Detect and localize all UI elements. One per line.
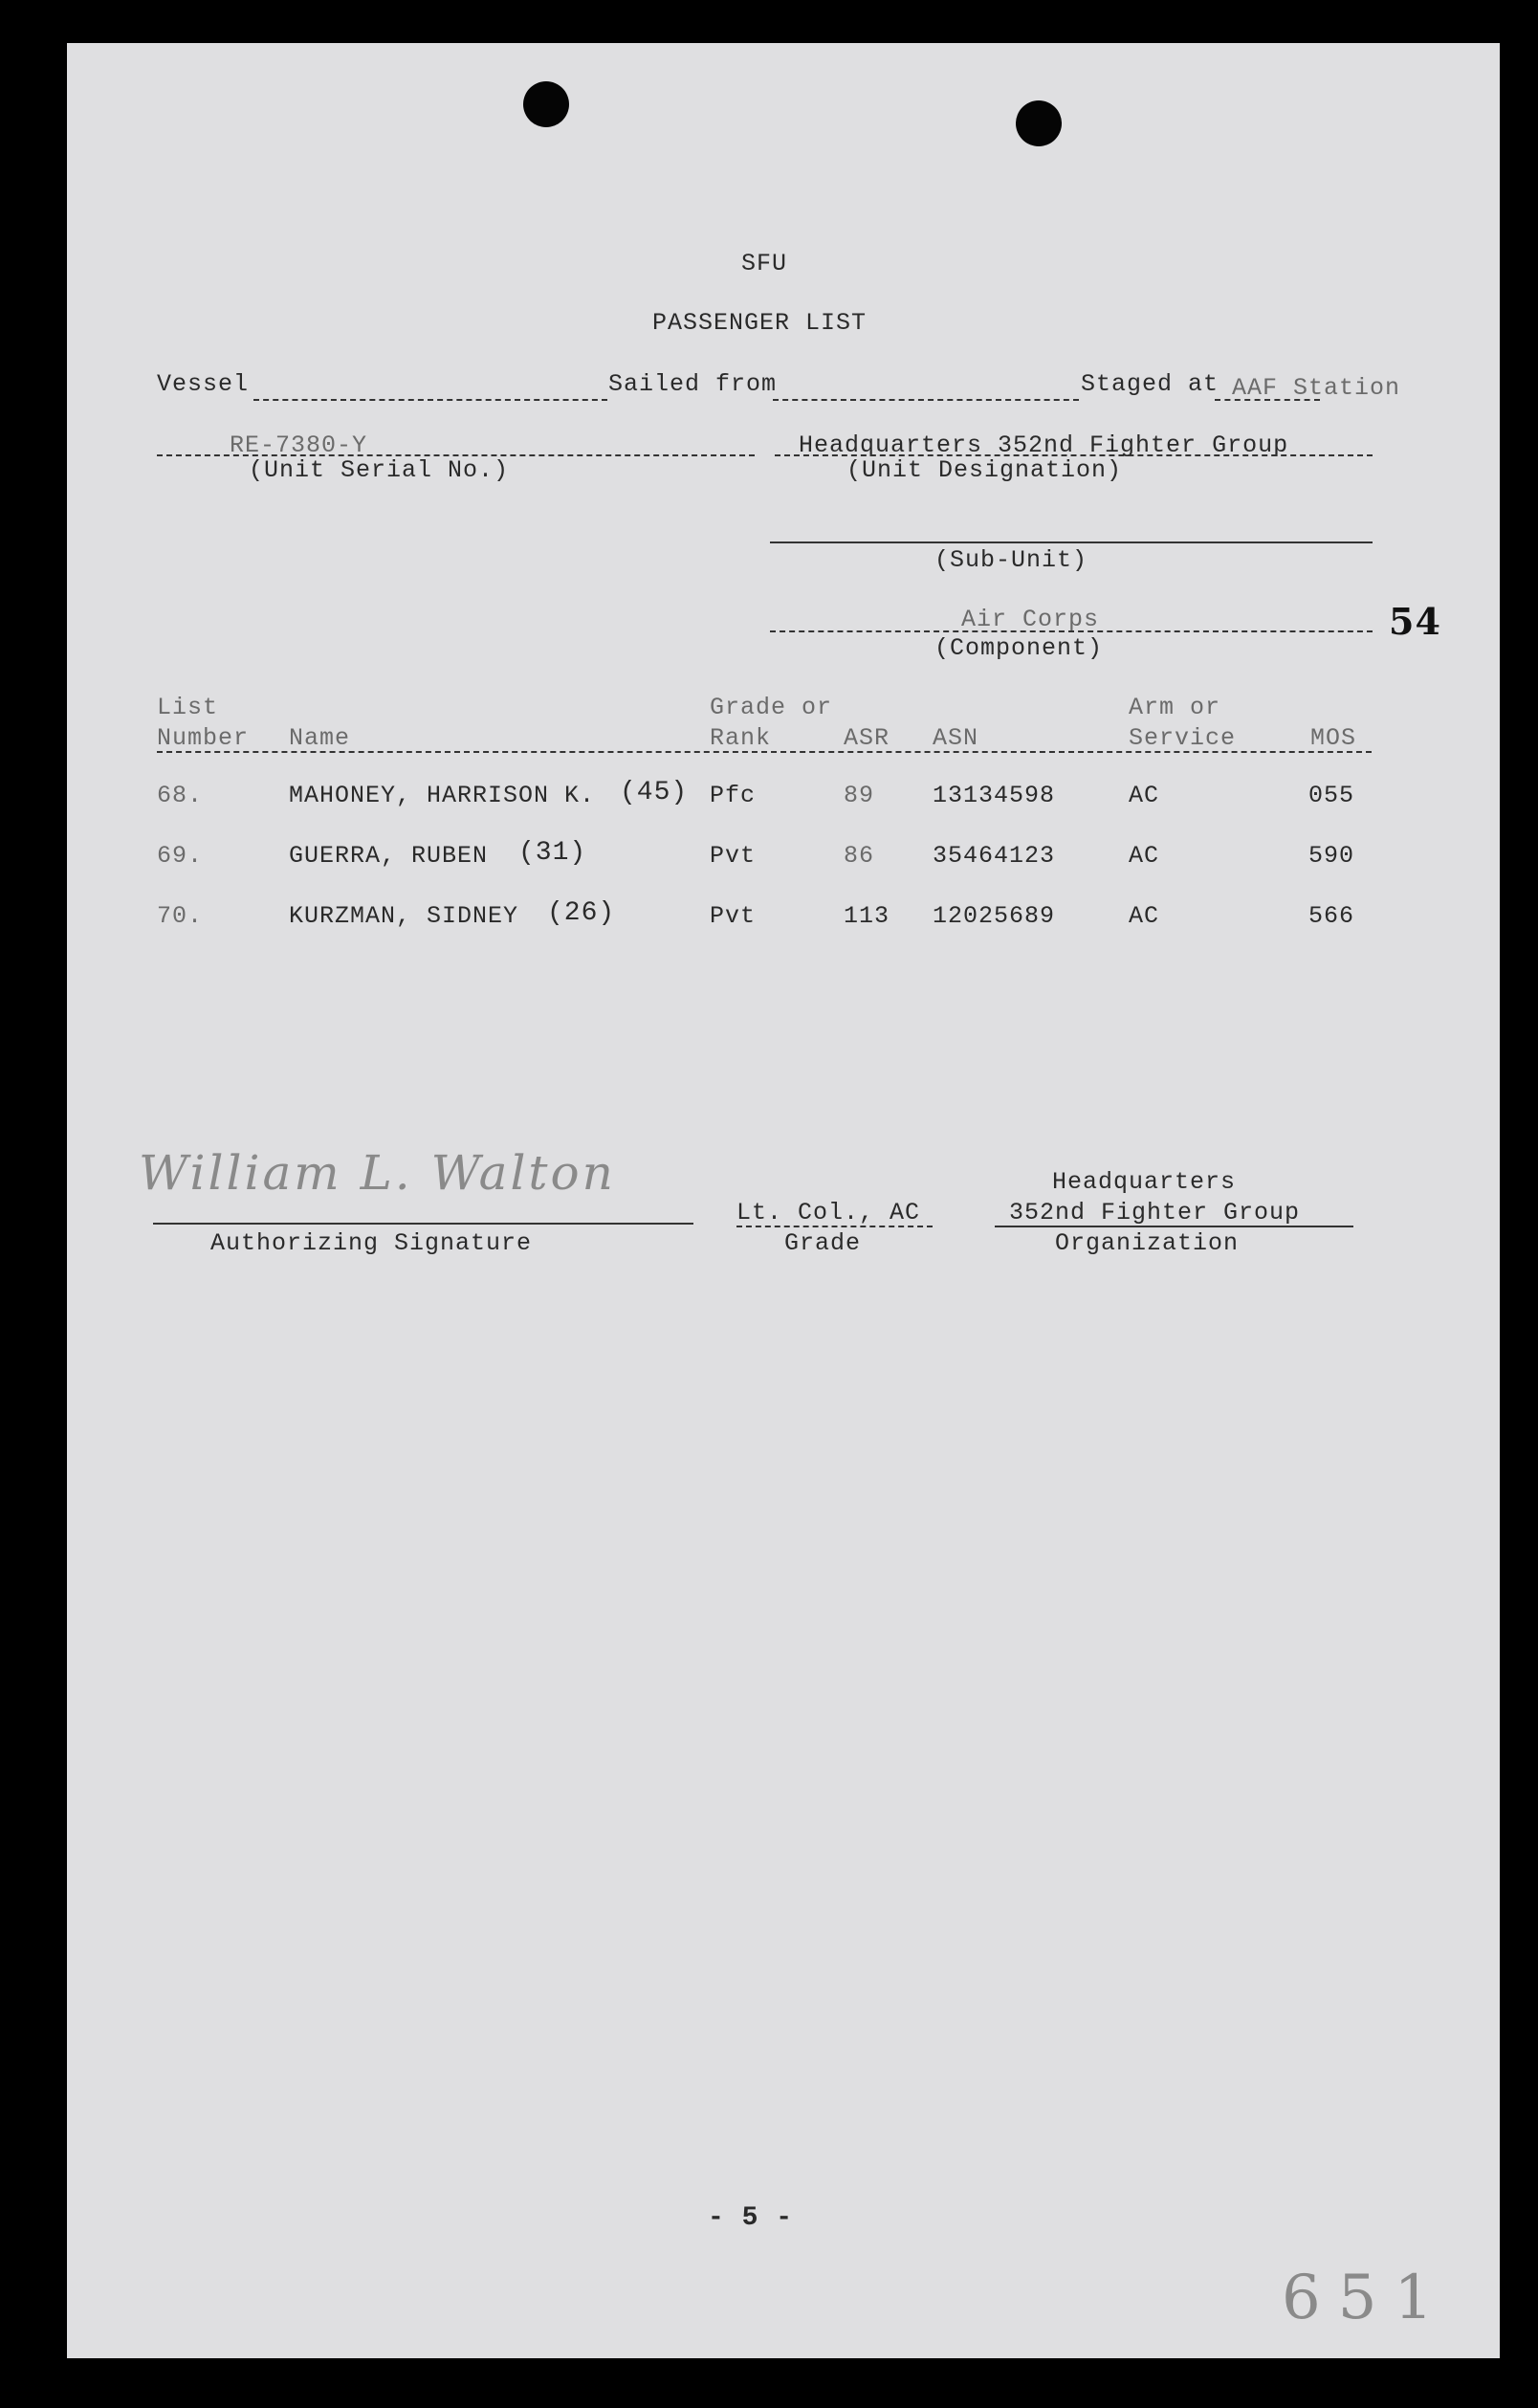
subunit-line <box>770 541 1373 543</box>
organization-line <box>995 1226 1353 1227</box>
row-name: MAHONEY, HARRISON K. <box>289 782 596 809</box>
row-mos: 566 <box>1308 902 1355 930</box>
page-number: - 5 - <box>708 2203 794 2233</box>
punch-hole-left <box>523 81 569 127</box>
header-name: Name <box>289 724 351 752</box>
component-line <box>770 630 1373 632</box>
row-name: GUERRA, RUBEN <box>289 842 489 870</box>
unit-designation-value: Headquarters 352nd Fighter Group <box>799 431 1289 459</box>
row-age: (26) <box>547 898 616 928</box>
subunit-caption: (Sub-Unit) <box>934 546 1088 574</box>
unit-designation-caption: (Unit Designation) <box>846 456 1123 484</box>
handwritten-number: 651 <box>1282 2263 1451 2333</box>
sailed-from-label: Sailed from <box>608 370 778 398</box>
vessel-line <box>253 399 607 401</box>
row-number: 69. <box>157 842 204 870</box>
header-list-line1: List <box>157 694 219 721</box>
header-grade-line1: Grade or <box>710 694 833 721</box>
grade-line <box>736 1226 933 1227</box>
row-arm: AC <box>1129 902 1160 930</box>
header-arm-line2: Service <box>1129 724 1237 752</box>
document-code: SFU <box>741 250 788 277</box>
sailed-from-line <box>773 399 1079 401</box>
header-mos: MOS <box>1310 724 1357 752</box>
row-age: (45) <box>620 778 689 807</box>
row-mos: 055 <box>1308 782 1355 809</box>
grade-caption: Grade <box>784 1229 862 1257</box>
authorizing-signature: William L. Walton <box>139 1145 616 1201</box>
row-arm: AC <box>1129 782 1160 809</box>
row-arm: AC <box>1129 842 1160 870</box>
row-asn: 35464123 <box>933 842 1056 870</box>
row-asn: 13134598 <box>933 782 1056 809</box>
row-grade: Pvt <box>710 842 757 870</box>
organization-line2: 352nd Fighter Group <box>1009 1199 1301 1226</box>
header-arm-line1: Arm or <box>1129 694 1221 721</box>
row-grade: Pvt <box>710 902 757 930</box>
document-page <box>67 43 1500 2358</box>
row-age: (31) <box>518 838 587 868</box>
row-asr: 113 <box>844 902 890 930</box>
grade-value: Lt. Col., AC <box>736 1199 921 1226</box>
row-asr: 89 <box>844 782 875 809</box>
document-title: PASSENGER LIST <box>652 309 868 337</box>
punch-hole-right <box>1016 100 1062 146</box>
row-name: KURZMAN, SIDNEY <box>289 902 519 930</box>
table-header-rule <box>157 751 1372 753</box>
row-number: 68. <box>157 782 204 809</box>
unit-serial-value: RE-7380-Y <box>230 431 368 459</box>
header-asr: ASR <box>844 724 890 752</box>
row-number: 70. <box>157 902 204 930</box>
unit-serial-caption: (Unit Serial No.) <box>249 456 510 484</box>
vessel-label: Vessel <box>157 370 250 398</box>
header-grade-line2: Rank <box>710 724 772 752</box>
header-asn: ASN <box>933 724 979 752</box>
component-value: Air Corps <box>961 606 1100 633</box>
signature-caption: Authorizing Signature <box>210 1229 533 1257</box>
row-mos: 590 <box>1308 842 1355 870</box>
staged-at-label: Staged at <box>1081 370 1219 398</box>
signature-line <box>153 1223 693 1225</box>
organization-caption: Organization <box>1055 1229 1240 1257</box>
staged-at-value: AAF Station <box>1232 374 1401 402</box>
organization-line1: Headquarters <box>1052 1168 1237 1196</box>
header-list-line2: Number <box>157 724 250 752</box>
row-asn: 12025689 <box>933 902 1056 930</box>
row-grade: Pfc <box>710 782 757 809</box>
row-asr: 86 <box>844 842 875 870</box>
component-caption: (Component) <box>934 634 1104 662</box>
page-stamp: 54 <box>1389 600 1441 643</box>
